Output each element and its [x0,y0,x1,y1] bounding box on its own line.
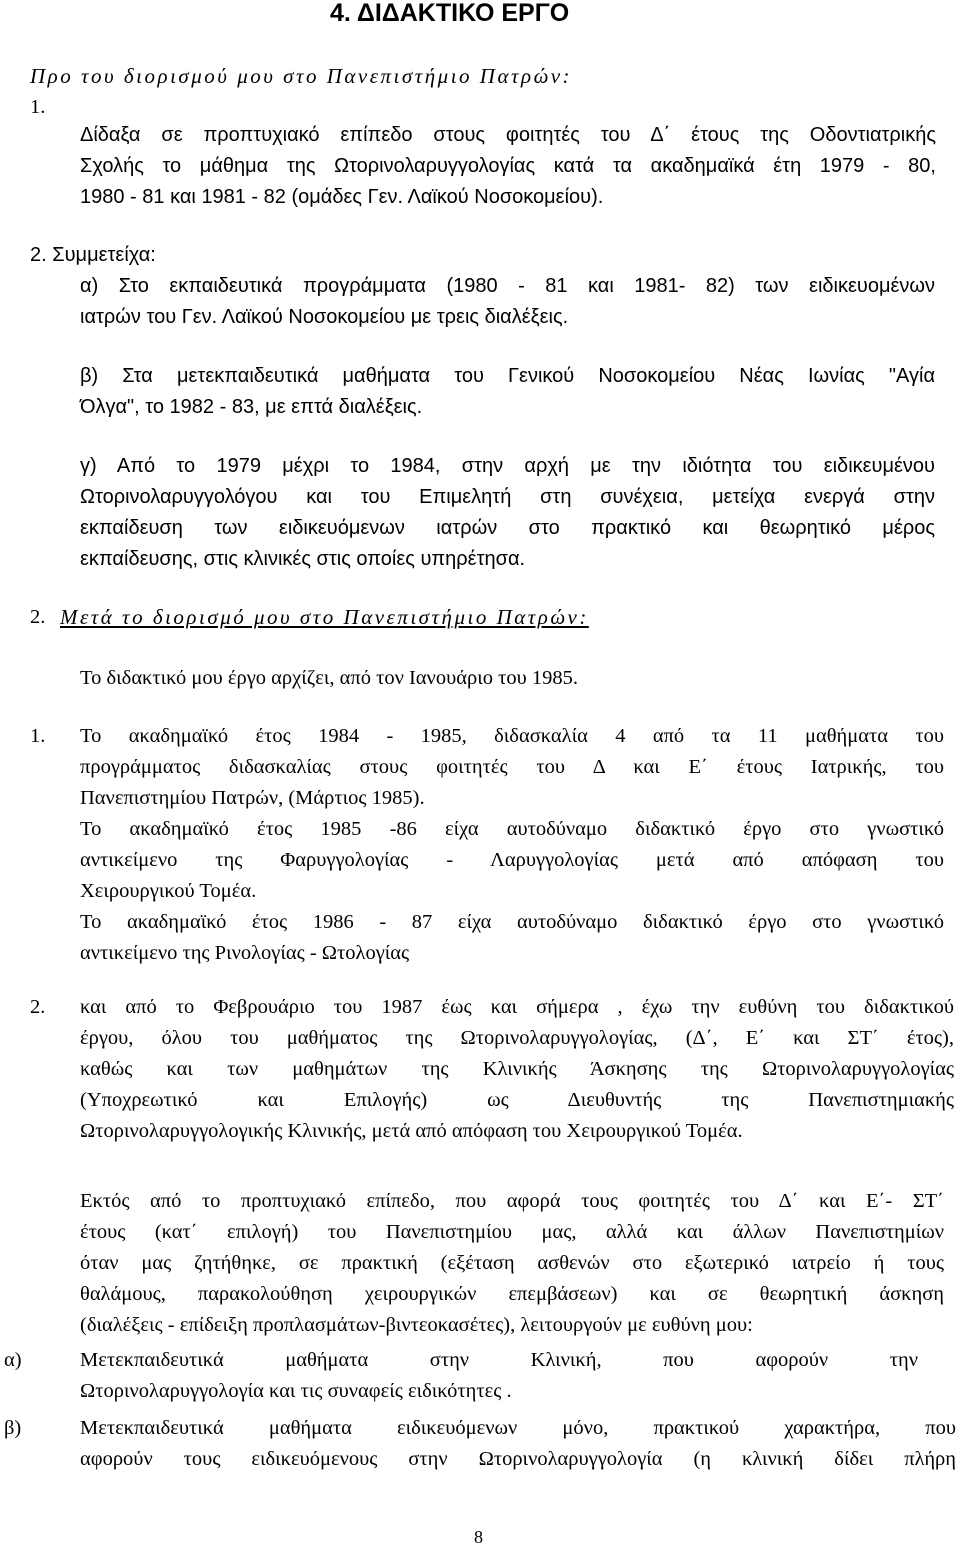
item-number [30,240,156,271]
text-line: θαλάμους, παρακολούθηση χειρουργικών επεμβάσεων) και σε θεωρητική άσκηση [80,1283,944,1305]
section-heading-before: Προ του διορισμού μου στο Πανεπιστήμιο Πατρών: [30,64,573,88]
text-line: έργου, όλου του μαθήματος της Ωτορινολαρυγγολογίας, (Δ΄, Ε΄ και ΣΤ΄ έτος), [80,1027,954,1049]
text-line: ιατρών του Γεν. Λαϊκού Νοσοκομείου με τρεις διαλέξεις. [80,306,569,328]
text-line: αφορούν τους ειδικευόμενους στην Ωτορινολαρυγγολογία (η κλινική δίδει πλήρη [80,1448,956,1470]
paragraph-a [80,271,935,333]
paragraph-item2-after [80,992,954,1147]
text-line: και από το Φεβρουάριο του 1987 έως και σήμερα , έχω την ευθύνη του διδακτικού [80,996,954,1018]
paragraph-extra [80,1186,944,1341]
page-number: 8 [474,1527,483,1547]
section-intro: Το διδακτικό μου έργο αρχίζει, από τον Ιανουάριο του 1985. [80,667,578,689]
list-marker: α) [4,1349,22,1371]
text-line: Χειρουργικού Τομέα. [80,880,257,902]
text-line: Το ακαδημαϊκό έτος 1985 -86 είχα αυτοδύναμο διδακτικό έργο στο γνωστικό [80,818,944,840]
text-line: Ωτορινολαρυγγολογία και τις συναφείς ειδικότητες . [80,1380,512,1402]
list-marker: β) [4,1417,22,1439]
item-number: 1. [30,96,46,118]
text-line: γ) Από το 1979 μέχρι το 1984, στην αρχή με την ιδιότητα του ειδικευμένου [80,455,935,477]
list-item [80,1413,956,1475]
paragraph-item1-before-end [80,182,936,213]
text-line: β) Στα μετεκπαιδευτικά μαθήματα του Γενικού Νοσοκομείου Νέας Ιωνίας "Αγία [80,365,935,387]
page-title: 4. ΔΙΔΑΚΤΙΚΟ ΕΡΓΟ [330,0,570,27]
text-line: Μετεκπαιδευτικά μαθήματα στην Κλινική, που αφορούν την [80,1349,918,1371]
list-item [80,1345,918,1407]
text-line: Ωτορινολαρυγγολόγου και του Επιμελητή στη συνέχεια, μετείχα ενεργά στην [80,486,935,508]
item-intro: Συμμετείχα: [52,244,156,266]
text-line: καθώς και των μαθημάτων της Κλινικής Άσκησης της Ωτορινολαρυγγολογίας [80,1058,954,1080]
text-line: Όλγα", το 1982 - 83, με επτά διαλέξεις. [80,396,423,418]
text-line: Δίδαξα σε προπτυχιακό επίπεδο στους φοιτητές του Δ΄ έτους της Οδοντιατρικής [80,124,936,146]
paragraph-item1-before [80,120,936,151]
text-line: 1980 - 81 και 1981 - 82 (ομάδες Γεν. Λαϊκού Νοσοκομείου). [80,186,604,208]
text-line: Ωτορινολαρυγγολογικής Κλινικής, μετά από απόφαση του Χειρουργικού Τομέα. [80,1120,743,1142]
text-line: όταν μας ζητήθηκε, σε πρακτική (εξέταση ασθενών στο εξωτερικό ιατρείο ή τους [80,1252,944,1274]
text-line: έτους (κατ΄ επιλογή) του Πανεπιστημίου μας, αλλά και άλλων Πανεπιστημίων [80,1221,944,1243]
text-line: προγράμματος διδασκαλίας στους φοιτητές του Δ και Ε΄ έτους Ιατρικής, του [80,756,944,778]
item-number-label: 2. [30,244,47,266]
text-line: α) Στο εκπαιδευτικά προγράμματα (1980 - 81 και 1981- 82) των ειδικευομένων [80,275,935,297]
text-line: Πανεπιστημίου Πατρών, (Μάρτιος 1985). [80,787,425,809]
section-heading-after: Μετά το διορισμό μου στο Πανεπιστήμιο Πατρών: [60,605,589,629]
text-line: Εκτός από το προπτυχιακό επίπεδο, που αφορά τους φοιτητές του Δ΄ και Ε΄- ΣΤ΄ [80,1190,944,1212]
text-line: (διαλέξεις - επίδειξη προπλασμάτων-βιντεοκασέτες), λειτουργούν με ευθύνη μου: [80,1314,753,1336]
item-number: 1. [30,725,46,747]
paragraph-c [80,451,935,575]
text-line: εκπαίδευσης, στις κλινικές στις οποίες υπηρέτησα. [80,548,526,570]
item-number: 2. [30,996,46,1018]
text-line: Το ακαδημαϊκό έτος 1984 - 1985, διδασκαλία 4 από τα 11 μαθήματα του [80,725,944,747]
paragraph-b [80,361,935,423]
text-line: Μετεκπαιδευτικά μαθήματα ειδικευόμενων μόνο, πρακτικού χαρακτήρα, που [80,1417,956,1439]
section-number: 2. [30,606,46,628]
paragraph-item1-before-cont [80,151,936,182]
text-line: αντικείμενο της Ρινολογίας - Ωτολογίας [80,942,410,964]
text-line: Σχολής το μάθημα της Ωτορινολαρυγγολογίας κατά τα ακαδημαϊκά έτη 1979 - 80, [80,155,936,177]
text-line: εκπαίδευση των ειδικευόμενων ιατρών στο πρακτικό και θεωρητικό μέρος [80,517,935,539]
paragraph-item1-after [80,721,944,969]
text-line: (Υποχρεωτικό και Επιλογής) ως Διευθυντής της Πανεπιστημιακής [80,1089,954,1111]
text-line: αντικείμενο της Φαρυγγολογίας - Λαρυγγολογίας μετά από απόφαση του [80,849,944,871]
text-line: Το ακαδημαϊκό έτος 1986 - 87 είχα αυτοδύναμο διδακτικό έργο στο γνωστικό [80,911,944,933]
